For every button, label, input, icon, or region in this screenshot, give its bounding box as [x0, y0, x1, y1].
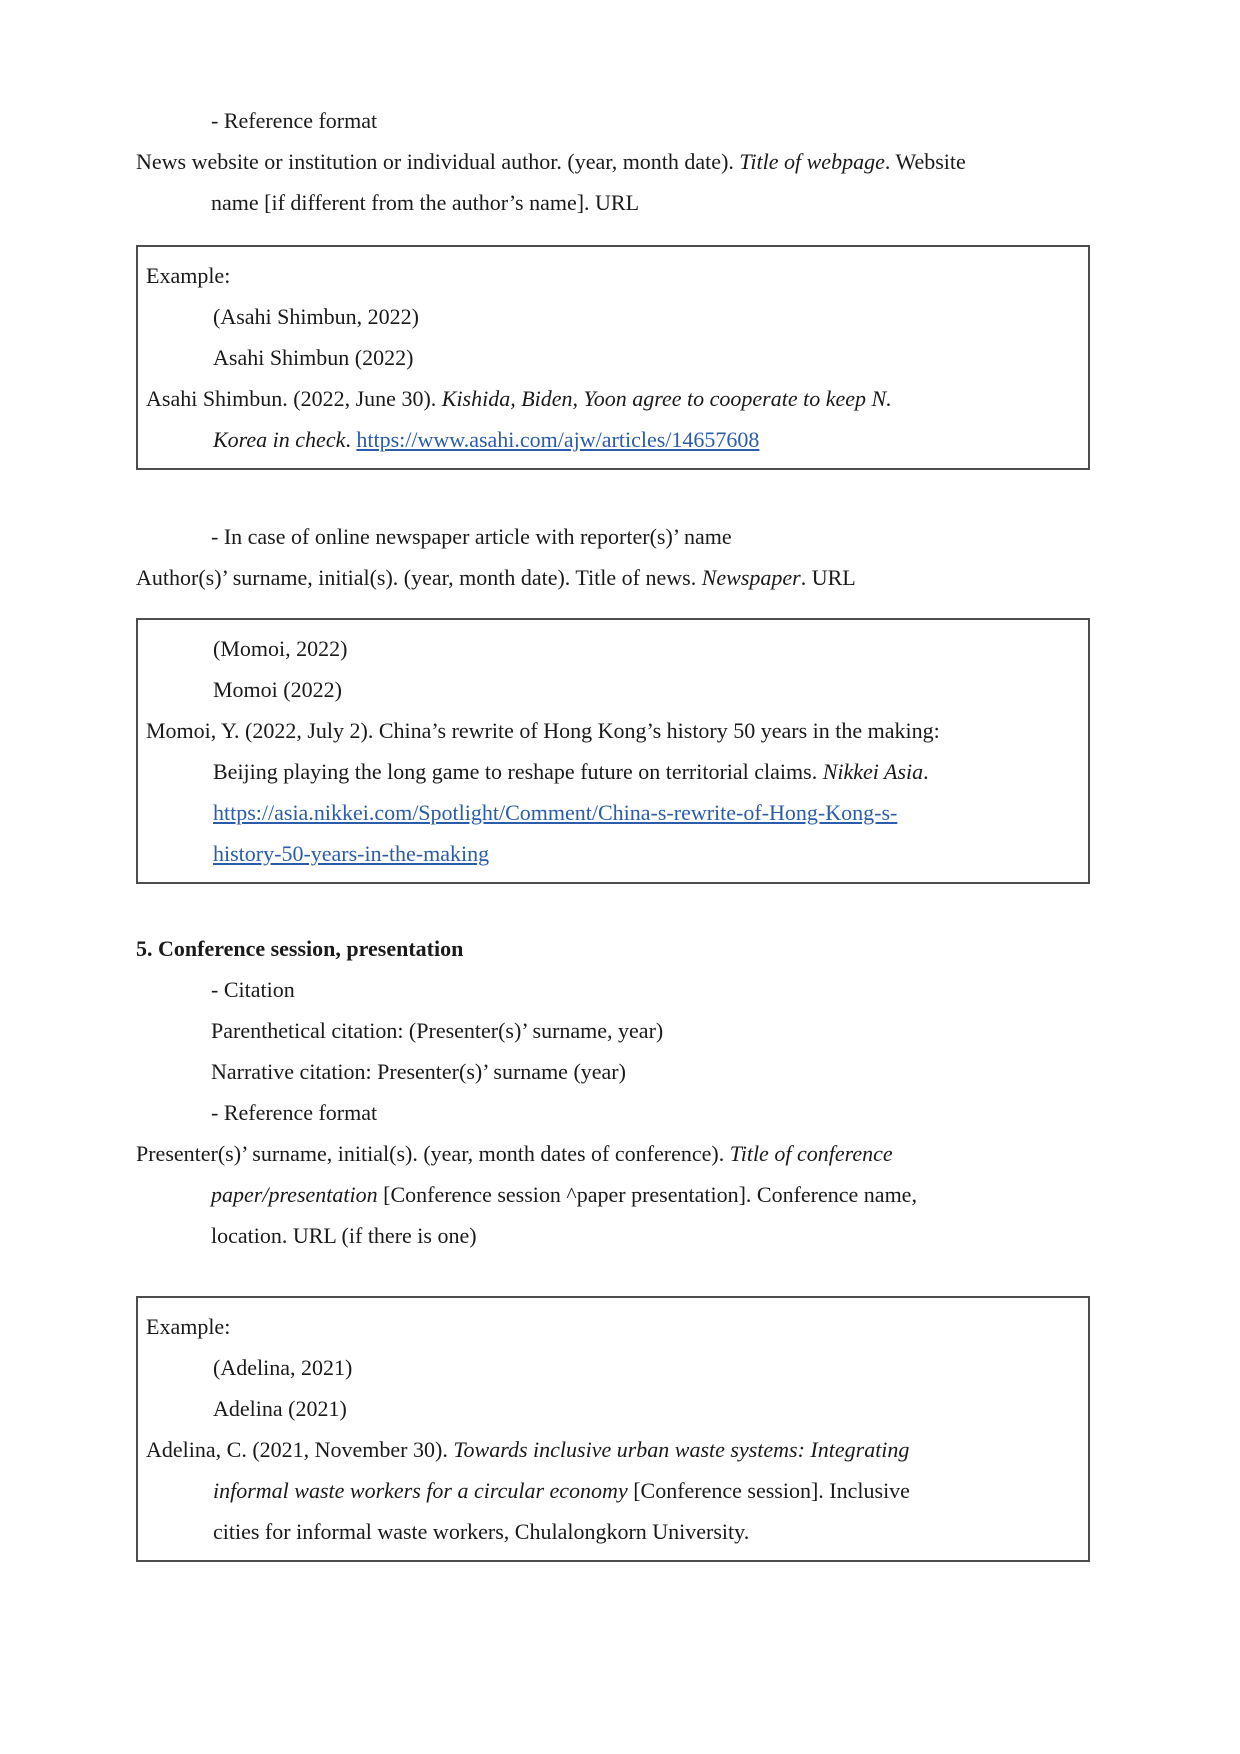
example-box-adelina — [136, 1296, 1090, 1562]
news-reference-line2 — [211, 182, 1090, 223]
example-label-text: Example: — [146, 263, 231, 288]
reference-asahi-separator: . — [345, 427, 357, 452]
newspaper-case-label — [211, 516, 1090, 557]
news-reference-format-label — [211, 100, 1090, 141]
conference-reference-line2 — [211, 1174, 1090, 1215]
parenthetical-citation-asahi — [213, 296, 1080, 337]
parenthetical-citation-text: (Asahi Shimbun, 2022) — [213, 304, 419, 329]
narrative-citation-format — [211, 1051, 1090, 1092]
momoi-url-line1 — [213, 792, 1080, 833]
reference-momoi-period: . — [923, 759, 929, 784]
news-ref-part1: News website or institution or individual author. (year, month date). — [136, 149, 740, 174]
narrative-citation-format-text: Narrative citation: Presenter(s)’ surname (year) — [211, 1059, 626, 1084]
reference-momoi-line2 — [213, 751, 1080, 792]
conference-ref-part1: Presenter(s)’ surname, initial(s). (year, month dates of conference). — [136, 1141, 730, 1166]
news-reference-line1 — [136, 141, 1090, 182]
momoi-url-link-line1[interactable]: https://asia.nikkei.com/Spotlight/Comment/China-s-rewrite-of-Hong-Kong-s- — [213, 800, 898, 825]
momoi-url-line2 — [213, 833, 1080, 874]
conference-reference-line3 — [211, 1215, 1090, 1256]
reference-asahi-title-italic: Kishida, Biden, Yoon agree to cooperate to keep N. — [441, 386, 892, 411]
conference-reference-line1 — [136, 1133, 1090, 1174]
conference-reference-format-label-text: - Reference format — [211, 1100, 378, 1125]
citation-label — [211, 969, 1090, 1010]
reference-adelina-title-italic1: Towards inclusive urban waste systems: Integrating — [453, 1437, 910, 1462]
reference-asahi-text: Asahi Shimbun. (2022, June 30). — [146, 386, 442, 411]
newspaper-ref-part1: Author(s)’ surname, initial(s). (year, month date). Title of news. — [136, 565, 702, 590]
newspaper-ref-part2: . URL — [800, 565, 856, 590]
example-label-asahi — [146, 255, 1080, 296]
section5-heading-text: 5. Conference session, presentation — [136, 936, 464, 961]
conference-ref-part3: location. URL (if there is one) — [211, 1223, 477, 1248]
momoi-url-link-line2[interactable]: history-50-years-in-the-making — [213, 841, 490, 866]
parenthetical-citation-format — [211, 1010, 1090, 1051]
example-box-asahi — [136, 245, 1090, 470]
parenthetical-citation-text: (Momoi, 2022) — [213, 636, 348, 661]
narrative-citation-text: Momoi (2022) — [213, 677, 342, 702]
narrative-citation-text: Asahi Shimbun (2022) — [213, 345, 414, 370]
reference-adelina-title-italic2: informal waste workers for a circular economy — [213, 1478, 628, 1503]
parenthetical-citation-adelina — [213, 1347, 1080, 1388]
reference-adelina-line2 — [213, 1470, 1080, 1511]
parenthetical-citation-text: (Adelina, 2021) — [213, 1355, 353, 1380]
conference-ref-part2: [Conference session ^paper presentation]. Conference name, — [377, 1182, 917, 1207]
reference-adelina-line3 — [213, 1511, 1080, 1552]
narrative-citation-asahi — [213, 337, 1080, 378]
section5-heading — [136, 928, 1090, 969]
news-ref-title-italic: Title of webpage — [739, 149, 885, 174]
reference-adelina-line1 — [146, 1429, 1080, 1470]
newspaper-ref-italic: Newspaper — [701, 565, 801, 590]
reference-adelina-text1: Adelina, C. (2021, November 30). — [146, 1437, 454, 1462]
parenthetical-citation-momoi — [213, 628, 1080, 669]
reference-momoi-text1: Momoi, Y. (2022, July 2). China’s rewrite of Hong Kong’s history 50 years in the making: — [146, 718, 940, 743]
reference-momoi-newspaper-italic: Nikkei Asia — [822, 759, 924, 784]
reference-momoi-line1 — [146, 710, 1080, 751]
reference-asahi-title-italic2: Korea in check — [213, 427, 346, 452]
news-ref-continuation: name [if different from the author’s name]. URL — [211, 190, 640, 215]
narrative-citation-momoi — [213, 669, 1080, 710]
news-reference-format-label-text: - Reference format — [211, 108, 378, 133]
newspaper-reference-line — [136, 557, 1090, 598]
conference-ref-title-italic2: paper/presentation — [211, 1182, 378, 1207]
example-box-momoi — [136, 618, 1090, 884]
example-label-text: Example: — [146, 1314, 231, 1339]
parenthetical-citation-format-text: Parenthetical citation: (Presenter(s)’ surname, year) — [211, 1018, 664, 1043]
narrative-citation-adelina — [213, 1388, 1080, 1429]
newspaper-case-label-text: - In case of online newspaper article with reporter(s)’ name — [211, 524, 732, 549]
reference-adelina-text2: [Conference session]. Inclusive — [627, 1478, 910, 1503]
reference-momoi-text2: Beijing playing the long game to reshape future on territorial claims. — [213, 759, 823, 784]
conference-ref-title-italic1: Title of conference — [729, 1141, 893, 1166]
news-ref-part2: . Website — [884, 149, 966, 174]
reference-asahi-line2 — [213, 419, 1080, 460]
reference-asahi-line1 — [146, 378, 1080, 419]
narrative-citation-text: Adelina (2021) — [213, 1396, 347, 1421]
conference-reference-format-label — [211, 1092, 1090, 1133]
citation-label-text: - Citation — [211, 977, 295, 1002]
asahi-url-link[interactable]: https://www.asahi.com/ajw/articles/14657608 — [356, 427, 760, 452]
reference-adelina-text3: cities for informal waste workers, Chulalongkorn University. — [213, 1519, 750, 1544]
example-label-adelina — [146, 1306, 1080, 1347]
